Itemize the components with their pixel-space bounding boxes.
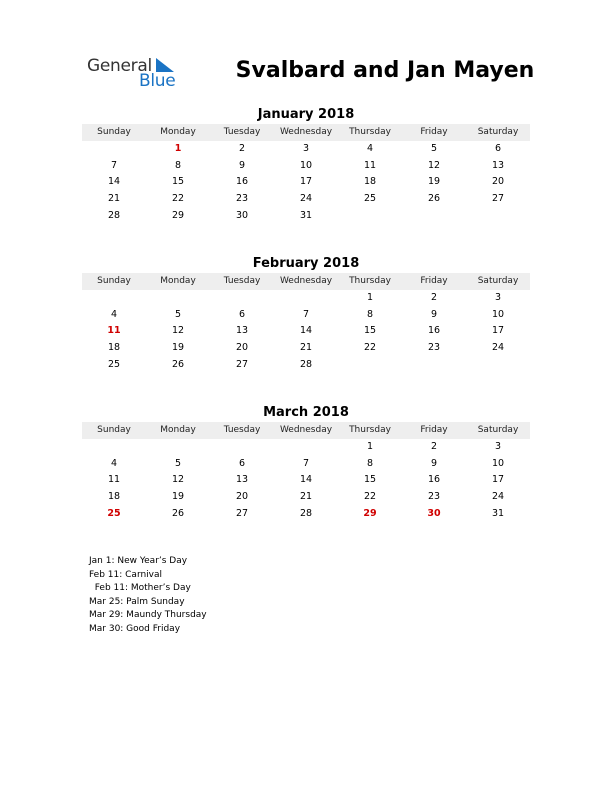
holiday-entry: Jan 1: New Year’s Day: [89, 556, 188, 566]
weekday-label: Tuesday: [223, 425, 261, 435]
logo-flag-icon: [156, 58, 174, 72]
empty-cell: [82, 439, 146, 456]
empty-cell: [402, 208, 466, 225]
day-cell: 31: [299, 209, 313, 221]
day-cell: 7: [302, 308, 310, 320]
empty-cell: [82, 290, 146, 307]
day-cell: 26: [171, 358, 185, 370]
day-cell: 13: [235, 474, 249, 486]
week-row: [82, 307, 530, 324]
day-cell: 2: [430, 292, 438, 303]
month-title: March 2018: [263, 405, 349, 420]
weekday-label: Thursday: [349, 425, 391, 435]
weekday-label: Friday: [420, 127, 448, 137]
day-cell: 7: [302, 457, 310, 469]
day-cell: 4: [366, 143, 374, 154]
holiday-entry: Feb 11: Mother’s Day: [89, 583, 191, 594]
day-cell: 18: [107, 491, 121, 503]
day-cell: 14: [299, 325, 313, 337]
day-cell: 16: [427, 474, 441, 486]
day-cell: 15: [363, 325, 377, 337]
weekday-label: Friday: [420, 276, 448, 286]
day-cell: 27: [235, 507, 249, 519]
day-cell: 26: [427, 193, 441, 205]
day-cell: 16: [235, 176, 249, 188]
day-cell: 10: [299, 159, 313, 171]
empty-cell: [466, 208, 530, 225]
day-cell: 10: [491, 308, 505, 320]
weekday-header: [82, 124, 530, 141]
empty-cell: [274, 439, 338, 456]
empty-cell: [146, 290, 210, 307]
day-cell: 11: [363, 159, 377, 171]
day-cell: 16: [427, 325, 441, 337]
week-row: [82, 208, 530, 225]
month-title: January 2018: [257, 107, 355, 122]
day-cell: 24: [299, 193, 313, 205]
weekday-label: Sunday: [97, 425, 131, 435]
week-row: [82, 323, 530, 340]
day-cell: 30: [235, 209, 249, 221]
day-cell: 1: [366, 441, 374, 452]
weekday-label: Wednesday: [279, 276, 333, 286]
day-cell: 9: [430, 308, 438, 320]
weekday-label: Monday: [160, 425, 196, 435]
empty-cell: [338, 208, 402, 225]
page-title: Svalbard and Jan Mayen: [235, 58, 535, 83]
week-row: [82, 357, 530, 374]
day-cell: 5: [174, 308, 182, 320]
day-cell: 18: [363, 176, 377, 188]
day-cell: 9: [430, 457, 438, 469]
weekday-label: Monday: [160, 127, 196, 137]
week-row: [82, 141, 530, 158]
weekday-label: Thursday: [349, 276, 391, 286]
holiday-entry: Mar 29: Maundy Thursday: [89, 610, 207, 621]
day-cell: 18: [107, 342, 121, 354]
day-cell: 15: [363, 474, 377, 486]
day-cell: 28: [299, 507, 313, 519]
day-cell: 13: [491, 159, 505, 171]
day-cell: 17: [491, 474, 505, 486]
day-cell: 12: [427, 159, 441, 171]
day-cell: 25: [107, 507, 121, 519]
day-cell: 6: [238, 457, 246, 469]
day-cell: 9: [238, 159, 246, 171]
empty-cell: [210, 439, 274, 456]
weekday-label: Saturday: [477, 425, 519, 435]
day-cell: 14: [107, 176, 121, 188]
day-cell: 12: [171, 474, 185, 486]
empty-cell: [466, 357, 530, 374]
day-cell: 14: [299, 474, 313, 486]
weekday-label: Monday: [160, 276, 196, 286]
month-february: [82, 255, 530, 373]
empty-cell: [82, 141, 146, 158]
week-row: [82, 174, 530, 191]
day-cell: 8: [366, 457, 374, 469]
week-row: [82, 472, 530, 489]
day-cell: 11: [107, 474, 121, 486]
weekday-label: Tuesday: [223, 276, 261, 286]
week-row: [82, 506, 530, 523]
weekday-label: Friday: [420, 425, 448, 435]
weekday-header: [82, 422, 530, 439]
day-cell: 17: [299, 176, 313, 188]
weekday-label: Wednesday: [279, 425, 333, 435]
day-cell: 21: [299, 342, 313, 354]
logo: [87, 56, 187, 92]
weekday-label: Saturday: [477, 127, 519, 137]
empty-cell: [402, 357, 466, 374]
holiday-entry: Mar 30: Good Friday: [89, 623, 181, 634]
day-cell: 22: [363, 491, 377, 503]
empty-cell: [274, 290, 338, 307]
day-cell: 12: [171, 325, 185, 337]
day-cell: 25: [363, 193, 377, 205]
day-cell: 23: [427, 491, 441, 503]
day-cell: 22: [171, 193, 185, 205]
logo-general-text: General: [87, 56, 152, 76]
day-cell: 25: [107, 358, 121, 370]
day-cell: 22: [363, 342, 377, 354]
day-cell: 23: [427, 342, 441, 354]
day-cell: 5: [430, 143, 438, 154]
day-cell: 15: [171, 176, 185, 188]
day-cell: 7: [110, 159, 118, 171]
empty-cell: [146, 439, 210, 456]
day-cell: 21: [107, 193, 121, 205]
weekday-label: Thursday: [349, 127, 391, 137]
weekday-label: Tuesday: [223, 127, 261, 137]
empty-cell: [338, 357, 402, 374]
day-cell: 4: [110, 457, 118, 469]
day-cell: 19: [427, 176, 441, 188]
day-cell: 10: [491, 457, 505, 469]
day-cell: 17: [491, 325, 505, 337]
day-cell: 3: [302, 143, 310, 154]
day-cell: 23: [235, 193, 249, 205]
day-cell: 30: [427, 507, 441, 519]
day-cell: 1: [174, 143, 182, 154]
week-row: [82, 456, 530, 473]
day-cell: 19: [171, 342, 185, 354]
day-cell: 29: [171, 209, 185, 221]
day-cell: 8: [366, 308, 374, 320]
logo-blue-text: Blue: [139, 71, 176, 91]
holiday-entry: Mar 25: Palm Sunday: [89, 596, 185, 607]
day-cell: 29: [363, 507, 377, 519]
week-row: [82, 489, 530, 506]
weekday-label: Sunday: [97, 127, 131, 137]
day-cell: 27: [491, 193, 505, 205]
day-cell: 1: [366, 292, 374, 303]
day-cell: 24: [491, 491, 505, 503]
empty-cell: [210, 290, 274, 307]
month-march: [82, 404, 530, 522]
day-cell: 3: [494, 292, 502, 303]
day-cell: 8: [174, 159, 182, 171]
month-title: February 2018: [252, 256, 360, 271]
day-cell: 20: [491, 176, 505, 188]
day-cell: 20: [235, 491, 249, 503]
weekday-label: Sunday: [97, 276, 131, 286]
weekday-label: Saturday: [477, 276, 519, 286]
week-row: [82, 191, 530, 208]
day-cell: 28: [107, 209, 121, 221]
day-cell: 6: [494, 143, 502, 154]
day-cell: 11: [107, 325, 121, 337]
holiday-list: [89, 555, 207, 637]
day-cell: 31: [491, 507, 505, 519]
month-january: [82, 106, 530, 224]
day-cell: 5: [174, 457, 182, 469]
weekday-label: Wednesday: [279, 127, 333, 137]
week-row: [82, 439, 530, 456]
day-cell: 4: [110, 308, 118, 320]
day-cell: 13: [235, 325, 249, 337]
day-cell: 2: [430, 441, 438, 452]
weekday-header: [82, 273, 530, 290]
day-cell: 26: [171, 507, 185, 519]
day-cell: 3: [494, 441, 502, 452]
week-row: [82, 158, 530, 175]
day-cell: 20: [235, 342, 249, 354]
day-cell: 2: [238, 143, 246, 154]
week-row: [82, 340, 530, 357]
day-cell: 28: [299, 358, 313, 370]
day-cell: 27: [235, 358, 249, 370]
day-cell: 21: [299, 491, 313, 503]
day-cell: 24: [491, 342, 505, 354]
day-cell: 19: [171, 491, 185, 503]
day-cell: 6: [238, 308, 246, 320]
week-row: [82, 290, 530, 307]
holiday-entry: Feb 11: Carnival: [89, 569, 163, 580]
